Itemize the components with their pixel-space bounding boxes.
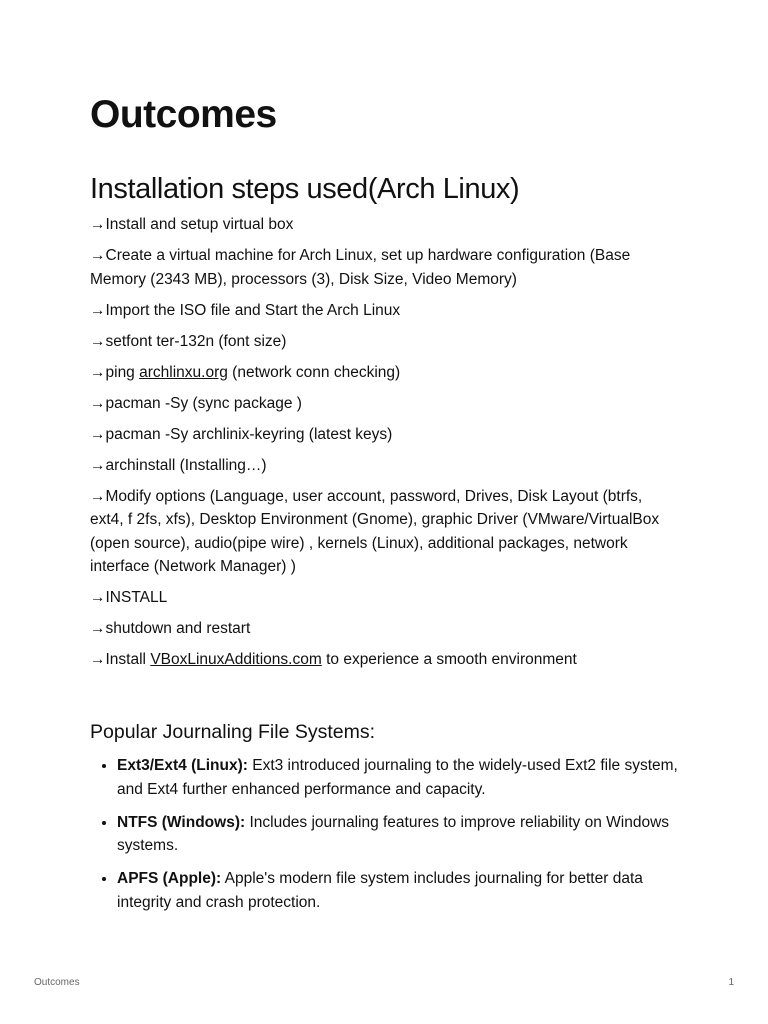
item-text: Ext3 introduced journaling to the widely-used Ext2 file system, and Ext4 further enhanced performance and capacity.	[117, 757, 678, 798]
step-text: Install	[105, 651, 151, 668]
step-item	[90, 454, 680, 478]
step-text: to experience a smooth environment	[321, 651, 577, 668]
page-title: Outcomes	[90, 93, 277, 136]
step-text: setfont ter-132n (font size)	[105, 332, 287, 350]
item-label: NTFS (Windows):	[117, 813, 246, 831]
step-item	[90, 648, 680, 672]
step-item	[90, 244, 680, 291]
item-label: APFS (Apple):	[117, 870, 222, 887]
step-text: INSTALL	[105, 589, 168, 606]
item-text: Includes journaling features to improve reliability on Windows systems.	[117, 813, 670, 854]
arrow-icon: →	[90, 247, 106, 264]
step-item	[90, 586, 680, 610]
step-text: pacman -Sy archlinix-keyring (latest keys)	[105, 425, 393, 443]
step-text: ping	[105, 363, 140, 381]
step-text: Import the ISO file and Start the Arch Linux	[105, 301, 401, 319]
arrow-icon: →	[90, 589, 106, 606]
step-text: shutdown and restart	[105, 620, 251, 637]
step-text: Create a virtual machine for Arch Linux, set up hardware configuration (Base Memory (2343 MB), processors (3), Disk Size, Video Memory)	[90, 247, 631, 288]
journaling-section-title: Popular Journaling File Systems:	[90, 721, 376, 743]
arrow-icon: →	[90, 651, 106, 668]
arrow-icon: →	[90, 425, 106, 443]
page-number: 1	[728, 977, 734, 988]
list-item	[117, 867, 680, 914]
list-item	[117, 754, 680, 801]
footer-title: Outcomes	[34, 977, 80, 988]
arrow-icon: →	[90, 301, 106, 319]
list-item	[117, 811, 680, 858]
section-title: Installation steps used(Arch Linux)	[90, 173, 520, 205]
step-item	[90, 361, 680, 385]
arrow-icon: →	[90, 332, 106, 350]
arrow-icon: →	[90, 456, 106, 474]
installation-steps-list	[90, 213, 680, 679]
step-text: Modify options (Language, user account, password, Drives, Disk Layout (btrfs, ext4, f 2fs, xfs), Desktop Environment (Gnome), graphic Driver (VMware/VirtualBox (open source), audio(pipe wire) , kernels (Linux), additional packages, network interface (Network Manager) )	[90, 487, 660, 575]
step-item	[90, 213, 680, 237]
step-text: Install and setup virtual box	[105, 216, 294, 233]
arrow-icon: →	[90, 394, 106, 412]
step-item	[90, 392, 680, 416]
arrow-icon: →	[90, 487, 106, 505]
step-item	[90, 299, 680, 323]
step-item	[90, 485, 680, 579]
item-label: Ext3/Ext4 (Linux):	[117, 757, 248, 774]
arrow-icon: →	[90, 620, 106, 637]
step-item	[90, 330, 680, 354]
item-text: Apple's modern file system includes journaling for better data integrity and crash protection.	[117, 870, 643, 911]
step-text: (network conn checking)	[227, 363, 401, 381]
archlinux-link[interactable]: archlinxu.org	[139, 363, 228, 381]
step-item	[90, 423, 680, 447]
step-text: pacman -Sy (sync package )	[105, 394, 302, 412]
arrow-icon: →	[90, 363, 106, 381]
step-item	[90, 617, 680, 641]
step-text: archinstall (Installing…)	[105, 456, 267, 474]
journaling-file-systems-list	[90, 754, 680, 924]
arrow-icon: →	[90, 216, 106, 233]
vbox-additions-link[interactable]: VBoxLinuxAdditions.com	[150, 651, 322, 668]
